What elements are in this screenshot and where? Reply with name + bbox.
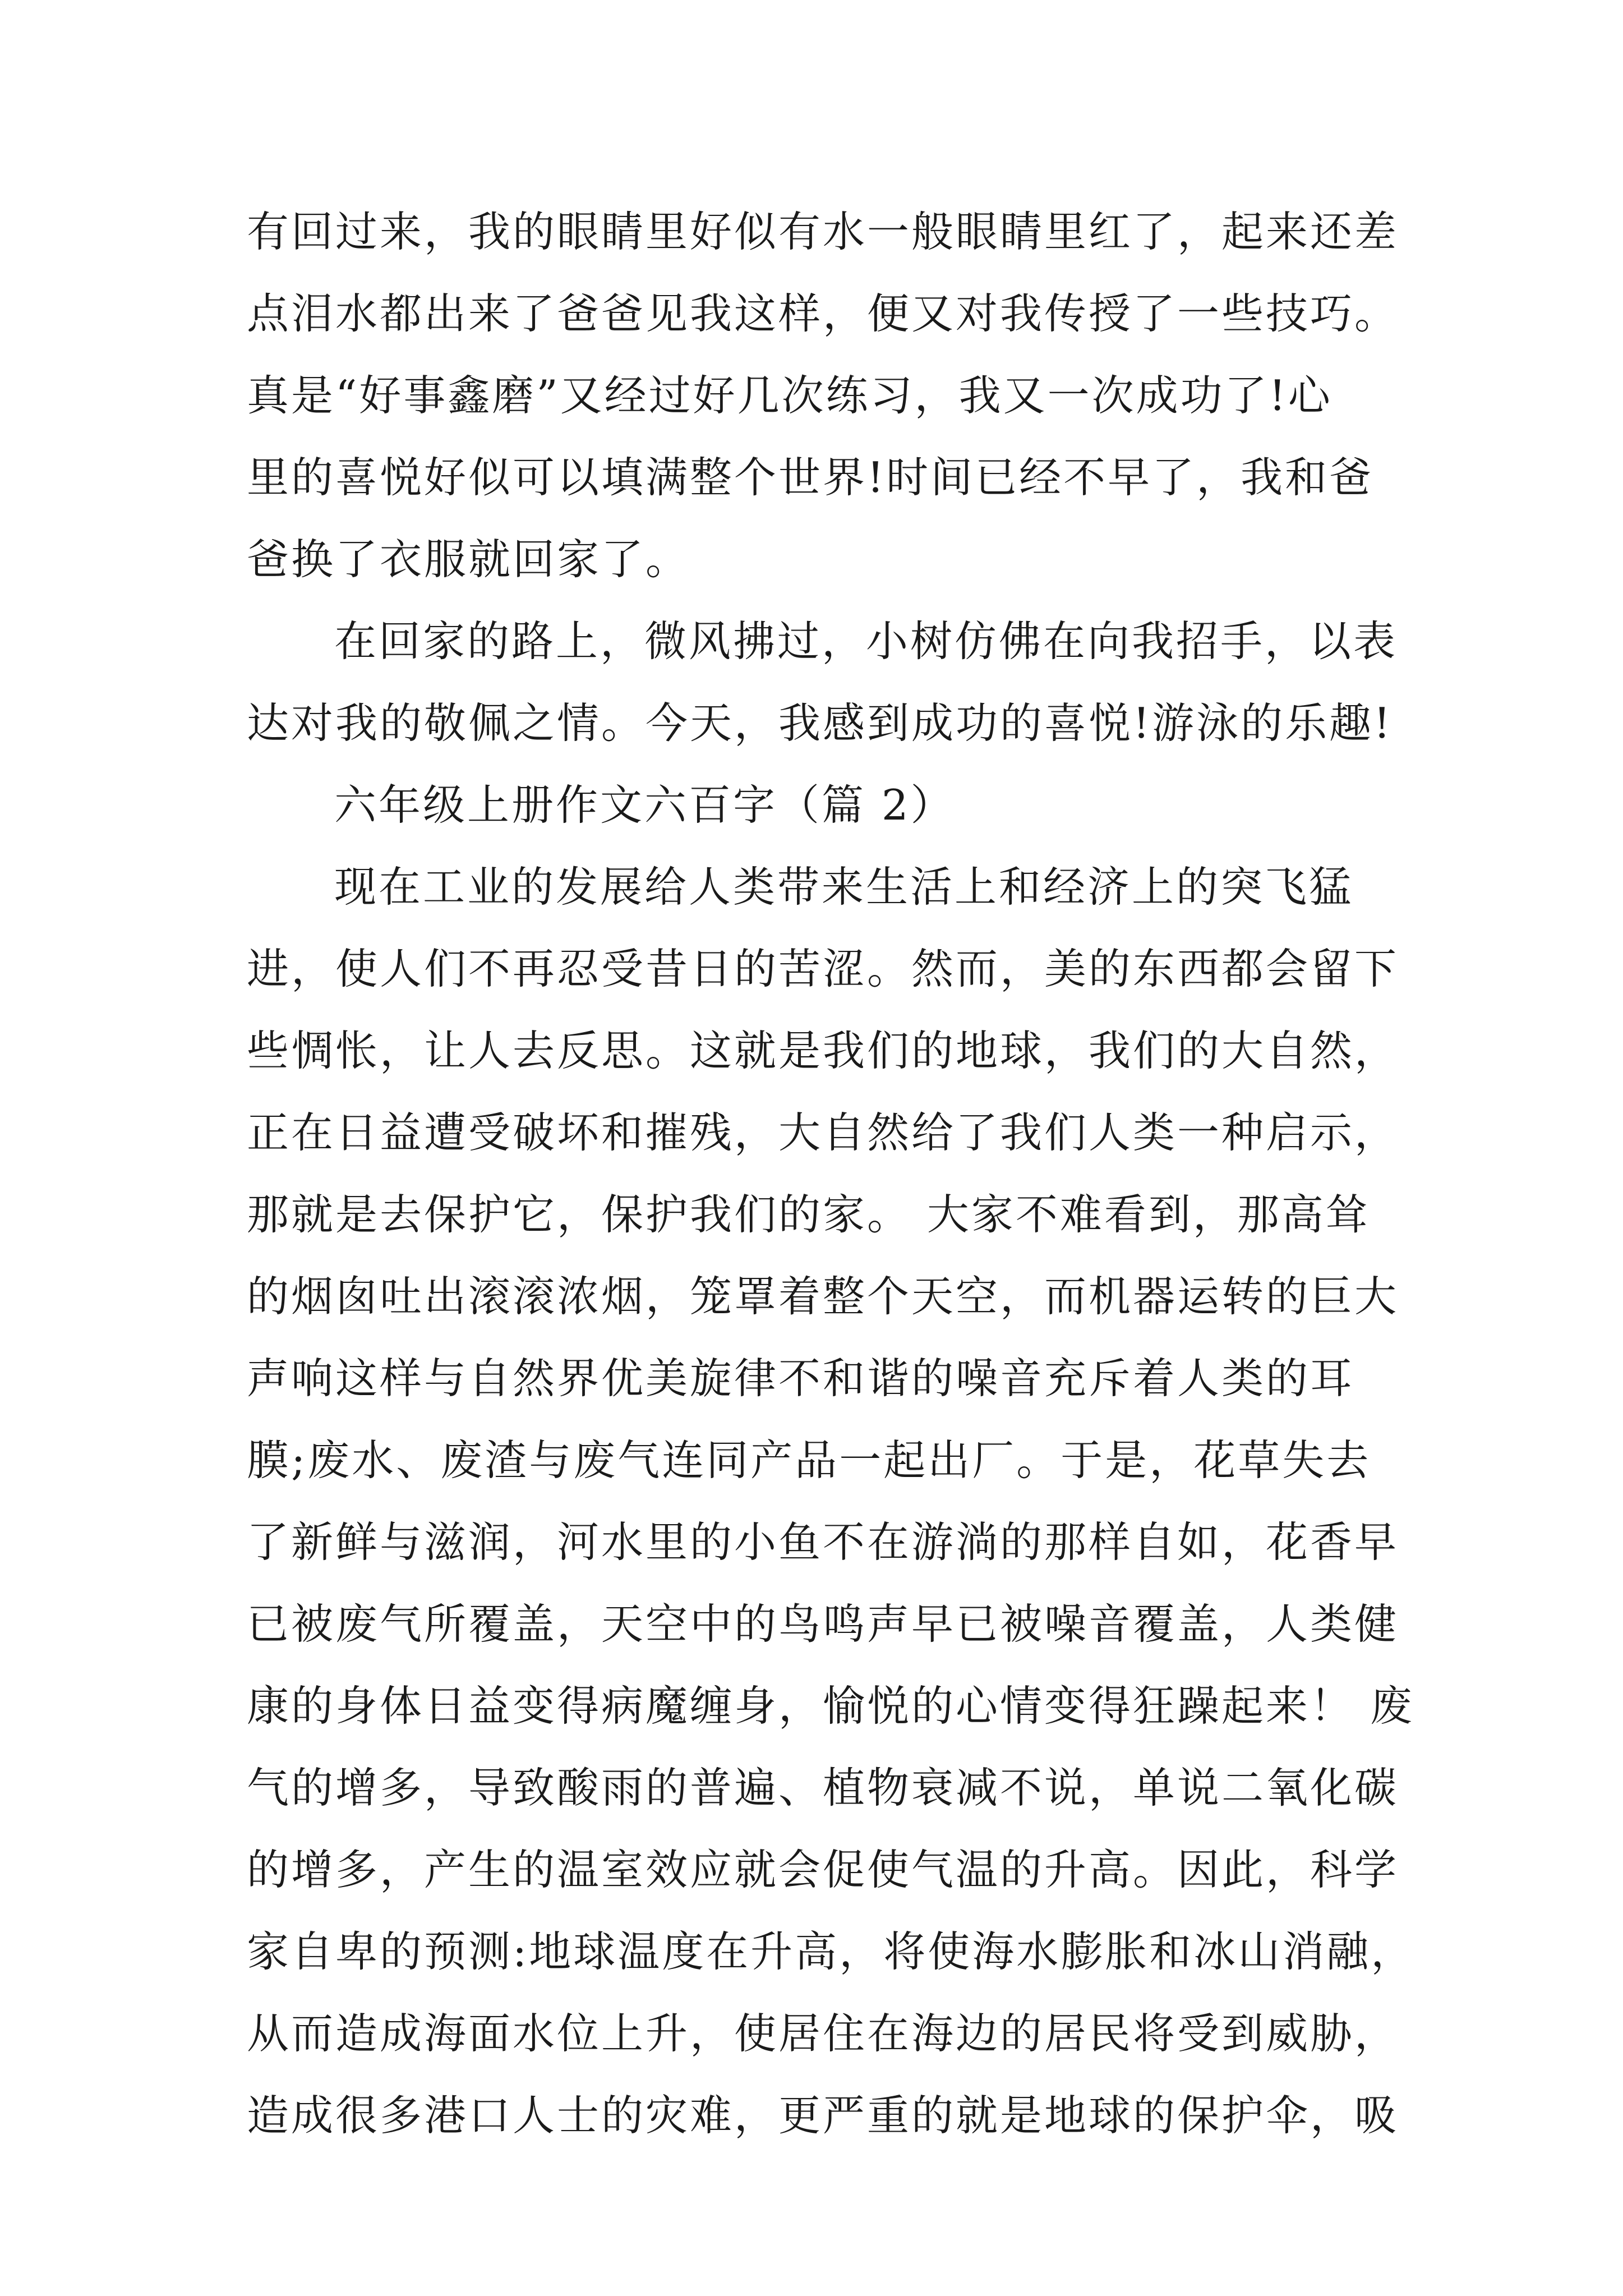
text-line: 里的喜悦好似可以填满整个世界!时间已经不早了，我和爸 [247,453,1374,502]
text-line: 些惆怅，让人去反思。这就是我们的地球，我们的大自然， [247,1026,1399,1075]
text-line: 的烟囱吐出滚滚浓烟，笼罩着整个天空，而机器运转的巨大 [247,1272,1399,1321]
text-line: 膜;废水、废渣与废气连同产品一起出厂。于是，花草失去 [247,1435,1371,1485]
text-line: 真是“好事鑫磨”又经过好几次练习，我又一次成功了!心 [247,371,1332,420]
text-line: 有回过来，我的眼睛里好似有水一般眼睛里红了，起来还差 [247,207,1399,256]
body-text [247,191,1415,2156]
text-line: 进，使人们不再忍受昔日的苦涩。然而，美的东西都会留下 [247,944,1399,993]
text-line: 点泪水都出来了爸爸见我这样，便又对我传授了一些技巧。 [247,289,1399,338]
text-line: 从而造成海面水位上升，使居住在海边的居民将受到威胁， [247,2009,1399,2058]
text-line: 的增多，产生的温室效应就会促使气温的升高。因此，科学 [247,1845,1399,1894]
text-line: 已被废气所覆盖，天空中的鸟鸣声早已被噪音覆盖，人类健 [247,1599,1399,1649]
text-line: 造成很多港口人士的灾难，更严重的就是地球的保护伞，吸 [247,2091,1399,2140]
text-line: 家自卑的预测:地球温度在升高，将使海水膨胀和冰山消融， [247,1927,1415,1976]
text-line: 在回家的路上，微风拂过，小树仿佛在向我招手，以表 [334,616,1398,666]
text-line: 气的增多，导致酸雨的普遍、植物衰减不说，单说二氧化碳 [247,1763,1399,1812]
text-line: 了新鲜与滋润，河水里的小鱼不在游淌的那样自如，花香早 [247,1517,1399,1567]
text-line: 现在工业的发展给人类带来生活上和经济上的突飞猛 [334,862,1354,912]
text-line: 达对我的敬佩之情。今天，我感到成功的喜悦!游泳的乐趣! [247,698,1393,748]
text-line: 声响这样与自然界优美旋律不和谐的噪音充斥着人类的耳 [247,1354,1355,1403]
section-heading: 六年级上册作文六百字（篇 2） [334,780,955,830]
text-line: 正在日益遭受破坏和摧残，大自然给了我们人类一种启示， [247,1108,1399,1157]
text-line: 爸换了衣服就回家了。 [247,535,690,584]
text-line: 那就是去保护它，保护我们的家。 大家不难看到，那高耸 [247,1190,1370,1239]
text-line: 康的身体日益变得病魔缠身，愉悦的心情变得狂躁起来！ 废 [247,1681,1414,1731]
